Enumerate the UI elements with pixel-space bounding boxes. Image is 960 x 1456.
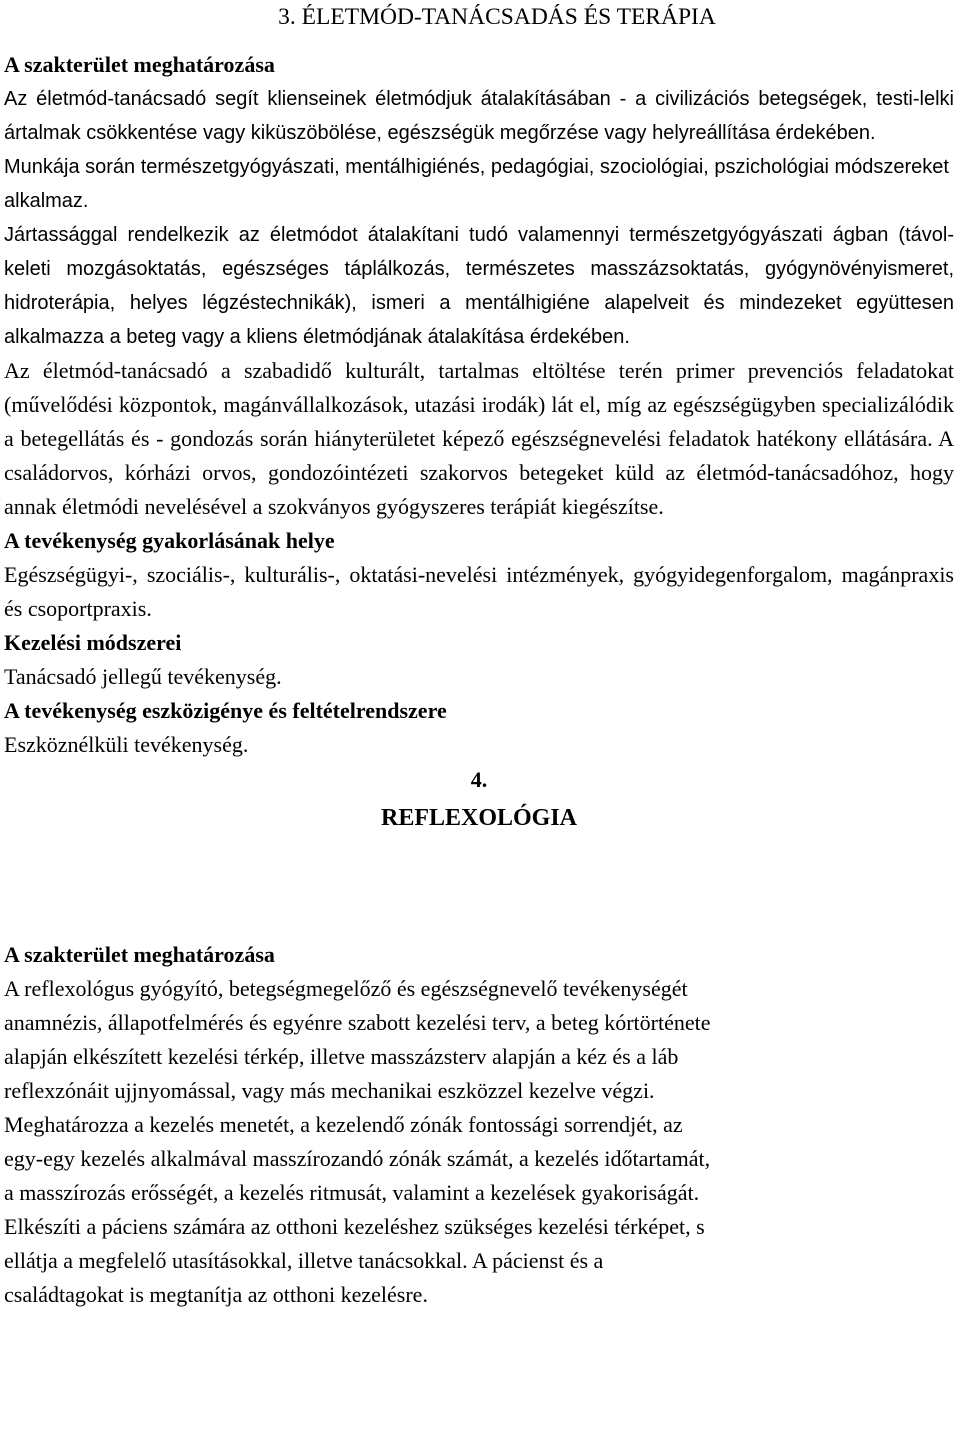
section-4-number: 4. <box>470 767 488 792</box>
text-line: a masszírozás erősségét, a kezelés ritmusát, valamint a kezelések gyakoriságát. <box>4 1180 700 1205</box>
section-3-paragraph-4: Az életmód-tanácsadó a szabadidő kulturált, tartalmas eltöltése terén primer prevenciós feladatokat (művelődési központok, magánvállalkozások, utazási irodák) lát el, míg az egészségügyben specializálódik a betegellátás és - gondozás során hiányterületet képező egészségnevelési feladatok hatékony ellátására. A családorvos, kórházi orvos, gondozóintézeti szakorvos betegeket küld az életmód-tanácsadóhoz, hogy annak életmódi nevelésével a szokványos gyógyszeres terápiát kiegészítse. <box>4 358 954 519</box>
text-line: anamnézis, állapotfelmérés és egyénre szabott kezelési terv, a beteg kórtörténete <box>4 1010 711 1035</box>
section-3-title: 3. ÉLETMÓD-TANÁCSADÁS ÉS TERÁPIA <box>278 4 716 30</box>
text-line: családtagokat is megtanítja az otthoni kezelésre. <box>4 1282 428 1307</box>
section-4-title: REFLEXOLÓGIA <box>380 805 578 831</box>
section-3-place-text: Egészségügyi-, szociális-, kulturális-, oktatási-nevelési intézmények, gyógyidegenforgalom, magánpraxis és csoportpraxis. <box>4 562 954 621</box>
spacer <box>4 34 954 48</box>
section-3-methods-text: Tanácsadó jellegű tevékenység. <box>4 664 282 689</box>
text-line: reflexzónáit ujjnyomással, vagy más mechanikai eszközzel kezelve végzi. <box>4 1078 655 1103</box>
section-3-methods-heading: Kezelési módszerei <box>4 630 182 655</box>
section-3-area-heading: A szakterület meghatározása <box>4 52 275 77</box>
text-line: ellátja a megfelelő utasításokkal, illetve tanácsokkal. A pácienst és a <box>4 1248 604 1273</box>
section-3-paragraph-2: Munkája során természetgyógyászati, mentálhigiénés, pedagógiai, szociológiai, pszichológiai módszereket alkalmaz. <box>4 156 949 212</box>
section-4-area-heading: A szakterület meghatározása <box>4 942 275 967</box>
section-3-paragraph-1: Az életmód-tanácsadó segít klienseinek életmódjuk átalakításában - a civilizációs betegségek, testi-lelki ártalmak csökkentése vagy kiküszöbölése, egészségük megőrzése vagy helyreállítása érdekében. <box>4 88 954 144</box>
section-3-place-heading: A tevékenység gyakorlásának helye <box>4 528 335 553</box>
text-line: Meghatározza a kezelés menetét, a kezelendő zónák fontossági sorrendjét, az <box>4 1112 683 1137</box>
text-line: A reflexológus gyógyító, betegségmegelőző és egészségnevelő tevékenységét <box>4 976 688 1001</box>
section-4-paragraph-2 <box>4 1108 954 1210</box>
text-line: alapján elkészített kezelési térkép, illetve masszázsterv alapján a kéz és a láb <box>4 1044 679 1069</box>
document-page <box>4 0 954 1312</box>
section-4-paragraph-1 <box>4 972 954 1108</box>
text-line: Elkészíti a páciens számára az otthoni kezeléshez szükséges kezelési térképet, s <box>4 1214 705 1239</box>
spacer <box>4 838 954 938</box>
section-3-paragraph-3: Jártassággal rendelkezik az életmódot átalakítani tudó valamennyi természetgyógyászati ágban (távol-keleti mozgásoktatás, egészséges táplálkozás, természetes masszázsoktatás, gyógynövényismeret, hidroterápia, helyes légzéstechnikák), ismeri a mentálhigiéne alapelveit és mindezeket együttesen alkalmazza a beteg vagy a kliens életmódjának átalakítása érdekében. <box>4 224 954 348</box>
section-3-tools-text: Eszköznélküli tevékenység. <box>4 732 249 757</box>
text-line: egy-egy kezelés alkalmával masszírozandó zónák számát, a kezelés időtartamát, <box>4 1146 711 1171</box>
section-3-tools-heading: A tevékenység eszközigénye és feltételrendszere <box>4 698 447 723</box>
section-4-paragraph-3 <box>4 1210 954 1312</box>
